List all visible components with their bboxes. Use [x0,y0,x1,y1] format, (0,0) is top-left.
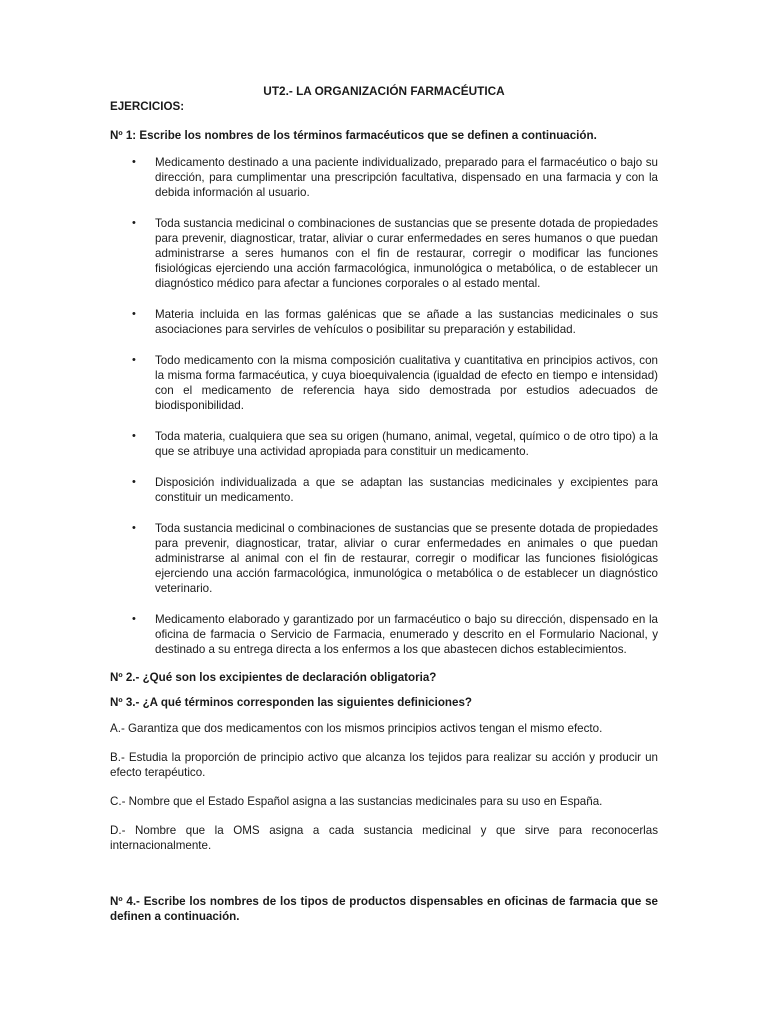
list-item [110,307,658,337]
list-item [110,475,658,505]
definition-b: B.- Estudia la proporción de principio activo que alcanza los tejidos para realizar su acción y producir un efecto terapéutico. [110,751,658,779]
bullet-icon: • [132,522,136,534]
list-item-text: Materia incluida en las formas galénicas que se añade a las sustancias medicinales o sus asociaciones para servirles de vehículos o posibilitar su preparación y estabilidad. [155,308,658,336]
list-item-text: Toda materia, cualquiera que sea su origen (humano, animal, vegetal, químico o de otro tipo) a la que se atribuye una actividad apropiada para constituir un medicamento. [155,430,658,458]
bullet-icon: • [132,430,136,442]
document-title: UT2.- LA ORGANIZACIÓN FARMACÉUTICA [263,84,505,98]
list-item-text: Todo medicamento con la misma composición cualitativa y cuantitativa en principios activos, con la misma forma farmacéutica, y cuya bioequivalencia (igualdad de efecto en tiempo e intensidad) con el medicamento de referencia haya sido demostrada por estudios adecuados de biodisponibilidad. [155,354,658,412]
question-3: Nº 3.- ¿A qué términos corresponden las siguientes definiciones? [110,696,472,709]
definition-list [110,155,658,657]
bullet-icon: • [132,217,136,229]
list-item [110,353,658,413]
list-item [110,521,658,596]
list-item-text: Toda sustancia medicinal o combinaciones de sustancias que se presente dotada de propiedades para prevenir, diagnosticar, tratar, aliviar o curar enfermedades en animales o que puedan administrarse al animal con el fin de restaurar, corregir o modificar las funciones fisiológicas ejerciendo una acción farmacológica, inmunológica o metabólica o de establecer un diagnóstico veterinario. [155,522,658,595]
list-item [110,155,658,200]
list-item-text: Toda sustancia medicinal o combinaciones de sustancias que se presente dotada de propiedades para prevenir, diagnosticar, tratar, aliviar o curar enfermedades en seres humanos o que puedan administrarse a seres humanos con el fin de restaurar, corregir o modificar las funciones fisiológicas ejerciendo una acción farmacológica, inmunológica o metabólica, o de establecer un diagnóstico médico para afectar a funciones corporales o al estado mental. [155,217,658,290]
list-item [110,429,658,459]
list-item-text: Medicamento destinado a una paciente individualizado, preparado para el farmacéutico o bajo su dirección, para cumplimentar una prescripción facultativa, dispensado en una farmacia y con la debida información al usuario. [155,156,658,199]
question-1: Nº 1: Escribe los nombres de los términos farmacéuticos que se definen a continuación. [110,129,597,142]
list-item [110,216,658,291]
list-item-text: Medicamento elaborado y garantizado por un farmacéutico o bajo su dirección, dispensado en la oficina de farmacia o Servicio de Farmacia, enumerado y descrito en el Formulario Nacional, y destinado a su entrega directa a los enfermos a los que abastecen dichos establecimientos. [155,613,658,656]
definition-a: A.- Garantiza que dos medicamentos con los mismos principios activos tengan el mismo efecto. [110,722,603,735]
definition-d: D.- Nombre que la OMS asigna a cada sustancia medicinal y que sirve para reconocerlas internacionalmente. [110,824,658,852]
definition-c: C.- Nombre que el Estado Español asigna a las sustancias medicinales para su uso en España. [110,795,603,808]
bullet-icon: • [132,354,136,366]
bullet-icon: • [132,308,136,320]
bullet-icon: • [132,476,136,488]
question-2: Nº 2.- ¿Qué son los excipientes de declaración obligatoria? [110,671,437,684]
section-label: EJERCICIOS: [110,100,185,113]
question-4: Nº 4.- Escribe los nombres de los tipos de productos dispensables en oficinas de farmacia que se definen a continuación. [110,895,658,923]
document-page [110,80,658,924]
bullet-icon: • [132,613,136,625]
bullet-icon: • [132,156,136,168]
list-item [110,612,658,657]
list-item-text: Disposición individualizada a que se adaptan las sustancias medicinales y excipientes para constituir un medicamento. [155,476,658,504]
